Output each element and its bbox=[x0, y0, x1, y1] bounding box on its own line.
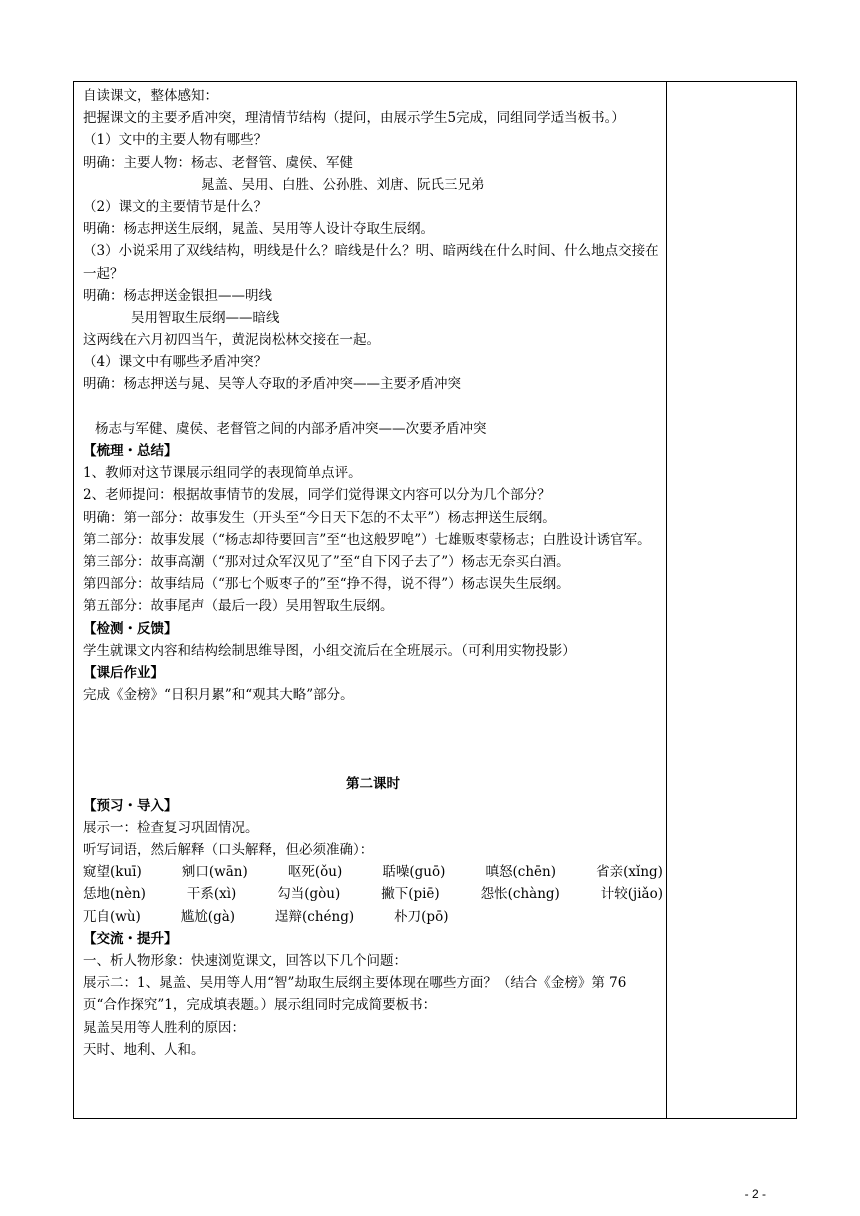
text-line: 明确：杨志押送生辰纲，晁盖、吴用等人设计夺取生辰纲。 bbox=[83, 221, 434, 238]
lesson-title: 第二课时 bbox=[346, 775, 400, 792]
text-line: 晁盖吴用等人胜利的原因： bbox=[83, 1019, 245, 1036]
text-line: 明确：主要人物：杨志、老督管、虞侯、军健 bbox=[83, 154, 353, 171]
vocab-item: 嗔怒(chēn) bbox=[485, 864, 556, 881]
section-heading: 【预习・导入】 bbox=[83, 797, 178, 814]
text-line: 2、老师提问：根据故事情节的发展，同学们觉得课文内容可以分为几个部分？ bbox=[83, 487, 551, 504]
text-line: 第二部分：故事发展（“杨志却待要回言”至“也这般罗唣”）七雄贩枣蒙杨志；白胜设计诱官军。 bbox=[83, 531, 651, 548]
text-line: 晁盖、吴用、白胜、公孙胜、刘唐、阮氏三兄弟 bbox=[201, 176, 485, 193]
text-line: 1、教师对这节课展示组同学的表现简单点评。 bbox=[83, 465, 362, 482]
text-line: 展示二：1、晁盖、吴用等人用“智”劫取生辰纲主要体现在哪些方面？（结合《金榜》第 76 页“合作探究”1，完成填表题。）展示组同时完成简要板书： bbox=[83, 975, 627, 1014]
vocab-item: 窥望(kuī) bbox=[83, 864, 142, 881]
text-line: 展示一：检查复习巩固情况。 bbox=[83, 819, 259, 836]
text-line: 一、析人物形象：快速浏览课文，回答以下几个问题： bbox=[83, 953, 407, 969]
text-line: 吴用智取生辰纲——暗线 bbox=[131, 309, 280, 326]
vocab-item: 朴刀(pō) bbox=[394, 908, 449, 925]
blank-space bbox=[83, 706, 663, 750]
text-line: 第三部分：故事高潮（“那对过众军汉见了”至“自下冈子去了”）杨志无奈买白酒。 bbox=[83, 554, 570, 570]
vocab-item: 撇下(piē) bbox=[381, 886, 440, 903]
text-line: （4）课文中有哪些矛盾冲突？ bbox=[83, 354, 268, 371]
blank-line bbox=[83, 396, 663, 418]
vocab-row bbox=[83, 883, 663, 905]
vocab-item: 聒噪(guō) bbox=[382, 864, 446, 881]
vocab-row bbox=[83, 861, 663, 883]
text-line: （3）小说采用了双线结构，明线是什么？暗线是什么？明、暗两线在什么时间、什么地点交接在一起？ bbox=[83, 243, 659, 282]
vocab-item: 省亲(xǐng) bbox=[596, 864, 663, 881]
vocab-item: 怨怅(chàng) bbox=[480, 886, 560, 903]
vocab-item: 恁地(nèn) bbox=[83, 886, 146, 903]
vocab-row bbox=[83, 906, 663, 928]
vocab-item: 尴尬(gà) bbox=[180, 908, 236, 925]
text-line: 第四部分：故事结局（“那七个贩枣子的”至“挣不得，说不得”）杨志误失生辰纲。 bbox=[83, 576, 570, 593]
vocab-item: 干系(xì) bbox=[186, 886, 237, 903]
text-line: 听写词语，然后解释（口头解释，但必须准确）： bbox=[83, 842, 374, 859]
vocab-item: 剜口(wān) bbox=[181, 864, 248, 881]
vocab-item: 逞辩(chéng) bbox=[275, 908, 355, 925]
vocab-item: 兀自(wù) bbox=[83, 908, 141, 925]
text-line: 自读课文，整体感知： bbox=[83, 88, 218, 104]
text-line: 明确：杨志押送与晁、吴等人夺取的矛盾冲突——主要矛盾冲突 bbox=[83, 376, 461, 393]
text-line: 天时、地利、人和。 bbox=[83, 1041, 205, 1058]
vocab-item: 勾当(gòu) bbox=[277, 886, 341, 903]
blank-line bbox=[83, 750, 663, 772]
lesson-table bbox=[73, 81, 797, 1119]
lesson-content bbox=[83, 85, 663, 1061]
page-number: - 2 - bbox=[744, 1187, 766, 1201]
text-line: 学生就课文内容和结构绘制思维导图，小组交流后在全班展示。（可利用实物投影） bbox=[83, 642, 576, 659]
text-line: （2）课文的主要情节是什么？ bbox=[83, 198, 268, 215]
vocab-item: 呕死(ǒu) bbox=[287, 864, 343, 881]
section-heading: 【课后作业】 bbox=[83, 664, 164, 681]
text-line: 明确：杨志押送金银担——明线 bbox=[83, 287, 272, 304]
section-heading: 【检测・反馈】 bbox=[83, 620, 178, 637]
section-heading: 【梳理・总结】 bbox=[83, 443, 178, 460]
section-heading: 【交流・提升】 bbox=[83, 930, 178, 947]
text-line: 明确：第一部分：故事发生（开头至“今日天下怎的不太平”）杨志押送生辰纲。 bbox=[83, 509, 556, 526]
text-line: 完成《金榜》“日积月累”和“观其大略”部分。 bbox=[83, 687, 354, 704]
text-line: 杨志与军健、虞侯、老督管之间的内部矛盾冲突——次要矛盾冲突 bbox=[95, 420, 487, 437]
text-line: 把握课文的主要矛盾冲突，理清情节结构（提问，由展示学生5完成，同组同学适当板书。） bbox=[83, 110, 625, 127]
vocab-item: 计较(jiǎo) bbox=[600, 886, 663, 903]
text-line: 这两线在六月初四当午，黄泥岗松林交接在一起。 bbox=[83, 332, 380, 349]
text-line: （1）文中的主要人物有哪些？ bbox=[83, 132, 268, 149]
column-divider bbox=[666, 82, 667, 1118]
text-line: 第五部分：故事尾声（最后一段）吴用智取生辰纲。 bbox=[83, 598, 394, 615]
